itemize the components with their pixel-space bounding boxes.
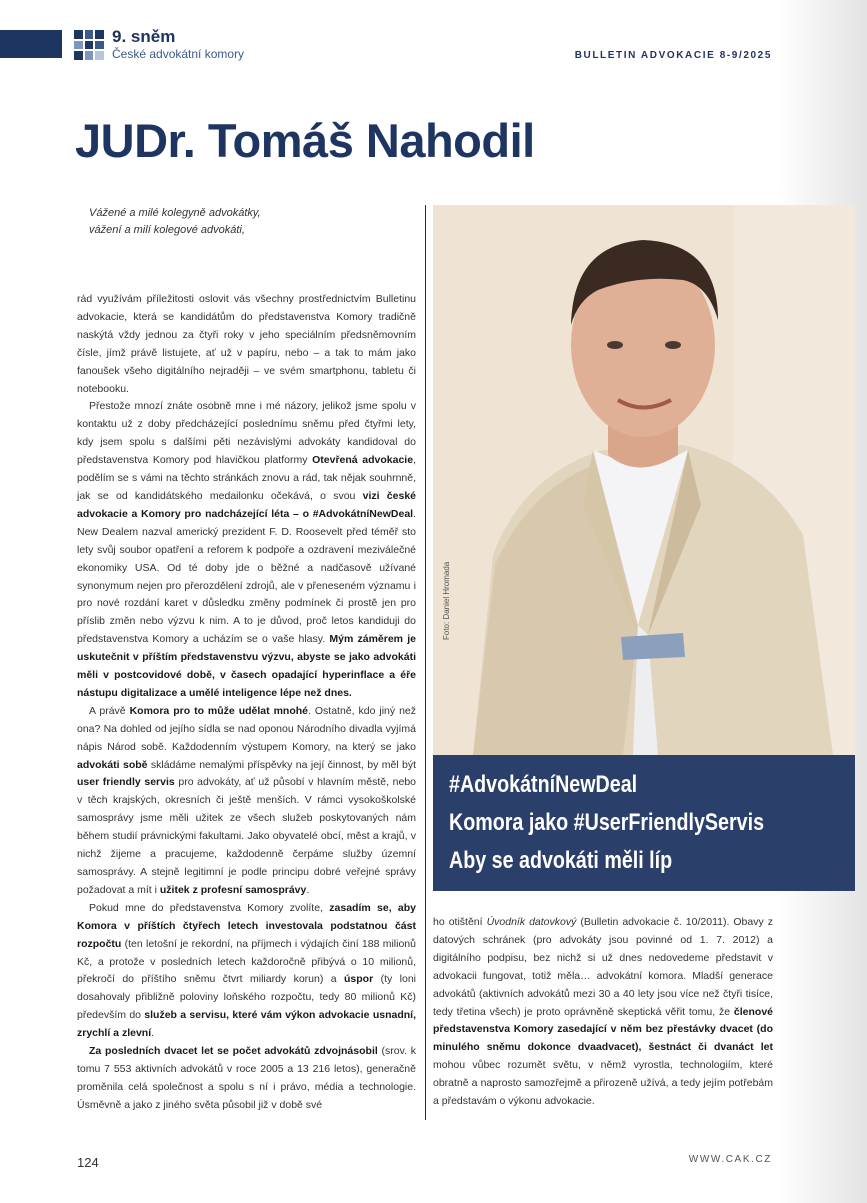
edition-title: 9. sněm [112,27,176,46]
paragraph: Přestože mnozí znáte osobně mne i mé názory, jelikož jsme spolu v kontaktu už z doby předcházející poslednímu sněmu před čtyřmi lety, kdy jsem spolu s dalšími pěti nezávislými advokáty kandidoval do představenstva Komory pod hlavičkou platformy Otevřená advokacie, podělím se s vámi na těchto stránkách znovu a rád, tak nějak souhrnně, jak se od kandidátského medailonku očekává, o svou vizi české advokacie a Komory pro nadcházející léta – o #AdvokátníNewDeal. New Dealem nazval americký prezident F. D. Roosevelt před téměř sto lety svůj soubor opatření a reforem k podpoře a ozdravení meziválečné ekonomiky USA. Od té doby jde o běžné a nadčasově užívané synonymum nejen pro přerozdělení zdrojů, ale v přeneseném významu i pro nové rozdání karet v důsledku změny podmínek či prostě jen pro příslib změn nebo výzvu k nim. A to je důvod, proč letos kandiduji do představenstva Komory a ucházím se o vaše hlasy. Mým záměrem je uskutečnit v příštím představenstvu výzvu, abyste se jako advokáti měli v postcovidové době, v časech opadající hyperinflace a éře nástupu digitalizace a umělé inteligence lépe než dnes. [77,400,416,699]
website-link[interactable]: WWW.CAK.CZ [688,1154,772,1165]
chamber-logo-icon [74,30,104,60]
caption-line: Aby se advokáti měli líp [449,847,673,874]
publication-name: BULLETIN ADVOKACIE 8-9/2025 [574,50,772,61]
photo-credit: Foto: Daniel Hromada [442,561,451,640]
salutation [89,205,261,239]
caption-line: #AdvokátníNewDeal [449,771,638,798]
article-column-right [433,914,773,1111]
salutation-line: Vážené a milé kolegyně advokátky, [89,207,261,219]
column-divider [425,205,426,1120]
paragraph: ho otištění Úvodník datovkový (Bulletin advokacie č. 10/2011). Obavy z datových schránek (pro advokáty jsou povinné od 1. 7. 2012) a digitálního podpisu, bez nichž si už dnes nedovedeme představit v advokacii fungovat, totiž měla… advokátní komora. Mladší generace advokátů (aktivních advokátů mezi 30 a 40 lety jsou více než čtyři tisíce, tedy třetina všech) je proto oprávněně skeptická věřit tomu, že členové představenstva Komory zasedající v něm bez přestávky dvacet (do minulého sněmu dokonce dvaadvacet), šestnáct či dvanáct let mohou vůbec rozumět světu, v němž vyrostla, technologiím, které obratně a naprosto samozřejmě a přirozeně užívá, a tedy jejím potřebám a představám o výkonu advokacie. [433,916,773,1108]
caption-box [433,755,855,891]
portrait-illustration [433,205,855,755]
article-column-left [77,291,416,1115]
portrait-photo [433,205,855,755]
page-number: 124 [77,1155,99,1170]
paragraph: rád využívám příležitosti oslovit vás všechny prostřednictvím Bulletinu advokacie, která se kandidátům do představenstva Komory tradičně naskýtá vždy jednou za čtyři roky v jeho speciálním předsněmovním čísle, jímž právě listujete, ať už v papíru, nebo – a tak to mám jako fanoušek všeho digitálního nejraději – ve svém smartphonu, tabletu či notebooku. [77,293,416,395]
paragraph: Pokud mne do představenstva Komory zvolíte, zasadím se, aby Komora v příštích čtyřech letech investovala podstatnou část rozpočtu (ten letošní je rekordní, na příjmech i výdajích činí 188 milionů Kč, a protože v posledních letech každoročně přibývá o 10 milionů, překročí do příštího sněmu čtvrt miliardy korun) a úspor (ty loni dosahovaly přibližně poloviny loňského rozpočtu, tedy 80 milionů Kč) především do služeb a servisu, které vám výkon advokacie usnadní, zrychlí a zlevní. [77,901,416,1040]
paragraph: Za posledních dvacet let se počet advokátů zdvojnásobil (srov. k tomu 7 553 aktivních advokátů v roce 2005 a 13 216 letos), generačně proměnila celá společnost a spolu s ní i právo, média a technologie. Úsměvně a jako z jiného světa působil již v době své [77,1045,416,1111]
caption-line: Komora jako #UserFriendlyServis [449,809,765,836]
edition-subtitle: České advokátní komory [112,47,245,61]
header-accent-bar [0,30,62,58]
article-title: JUDr. Tomáš Nahodil [75,114,535,167]
paragraph: A právě Komora pro to může udělat mnohé. Ostatně, kdo jiný než ona? Na dohled od jejího sídla se nad oponou Národního divadla vyjímá nápis Národ sobě. Každodenním výstupem Komory, na který se jako advokáti sobě skládáme nemalými příspěvky na její činnost, by měl být user friendly servis pro advokáty, ať už působí v hlavním městě, nebo v těch krajských, okresních či ještě menších. V rámci vysokoškolské samosprávy jsme měli užitek ze všech služeb poskytovaných nám během studií právnickými fakultami. Jako obyvatelé obcí, měst a krajů, v nichž žijeme a pracujeme, každodenně čerpáme služby územní samosprávy. A stejně legitimní je podle principu dobré veřejné správy požadovat a mít i užitek z profesní samosprávy. [77,704,417,896]
salutation-line: vážení a milí kolegové advokáti, [89,224,245,236]
